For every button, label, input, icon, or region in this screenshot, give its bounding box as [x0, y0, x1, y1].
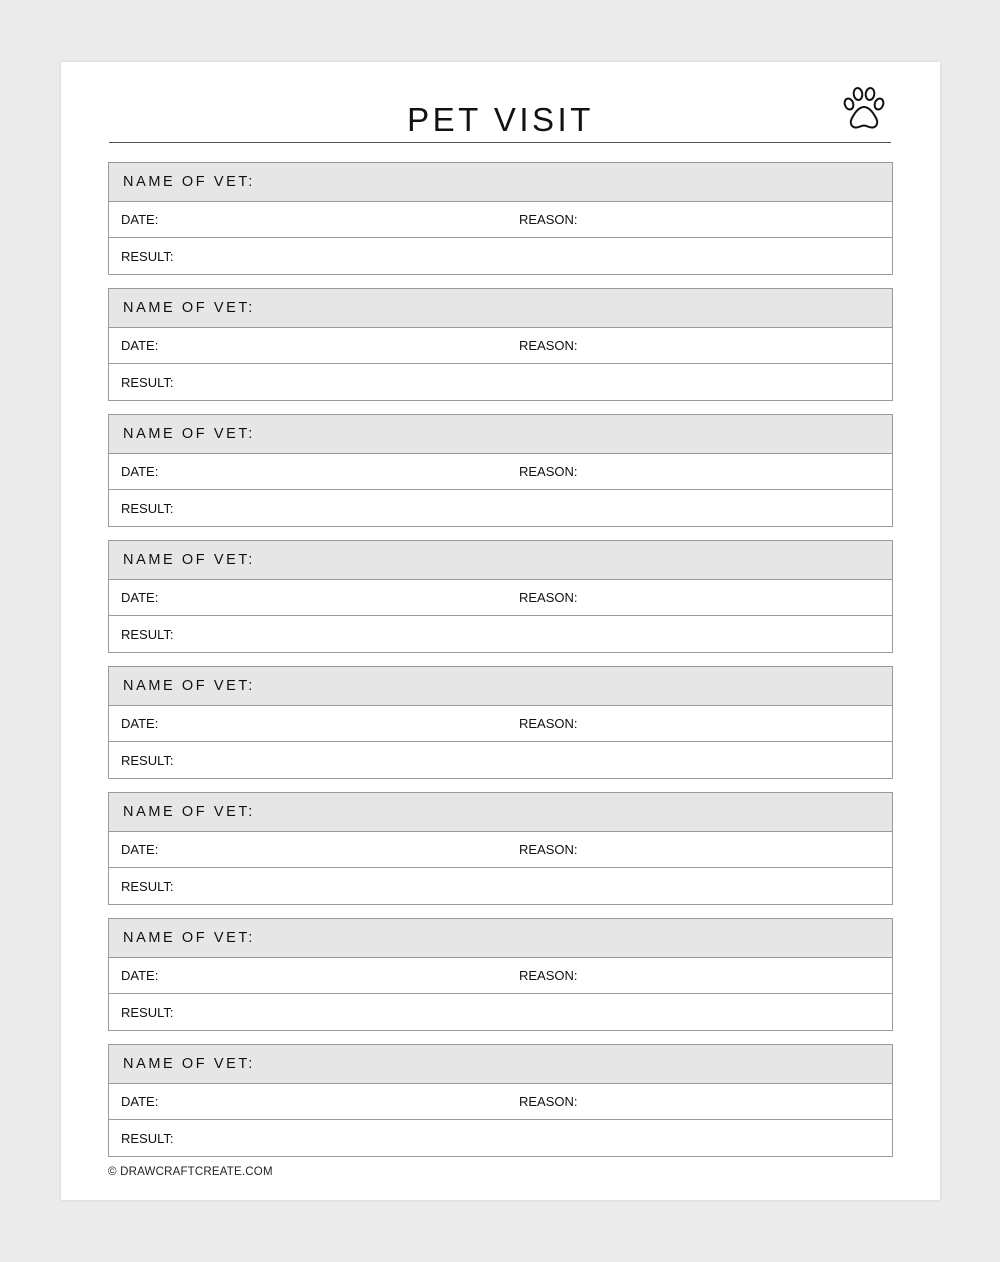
- reason-label: REASON:: [519, 842, 578, 857]
- date-label: DATE:: [121, 968, 159, 983]
- vet-name-label: NAME OF VET:: [123, 930, 255, 946]
- date-label: DATE:: [121, 212, 159, 227]
- result-field[interactable]: [109, 868, 892, 904]
- vet-name-field[interactable]: [109, 541, 892, 580]
- result-field[interactable]: [109, 238, 892, 274]
- result-label: RESULT:: [121, 1004, 174, 1020]
- paw-print-icon: [839, 83, 889, 133]
- visit-record: [108, 918, 893, 1031]
- date-reason-row: [109, 958, 892, 994]
- reason-label: REASON:: [519, 968, 578, 983]
- visit-record: [108, 540, 893, 653]
- result-field[interactable]: [109, 994, 892, 1030]
- date-reason-row: [109, 454, 892, 490]
- copyright-footer: © DRAWCRAFTCREATE.COM: [108, 1166, 273, 1178]
- result-label: RESULT:: [121, 248, 174, 264]
- visit-record: [108, 414, 893, 527]
- vet-name-field[interactable]: [109, 415, 892, 454]
- reason-label: REASON:: [519, 464, 578, 479]
- date-reason-row: [109, 1084, 892, 1120]
- vet-name-label: NAME OF VET:: [123, 804, 255, 820]
- date-label: DATE:: [121, 590, 159, 605]
- date-reason-row: [109, 202, 892, 238]
- result-label: RESULT:: [121, 878, 174, 894]
- vet-name-label: NAME OF VET:: [123, 552, 255, 568]
- date-label: DATE:: [121, 842, 159, 857]
- date-label: DATE:: [121, 1094, 159, 1109]
- date-reason-row: [109, 832, 892, 868]
- result-label: RESULT:: [121, 626, 174, 642]
- date-label: DATE:: [121, 464, 159, 479]
- vet-name-field[interactable]: [109, 163, 892, 202]
- vet-name-label: NAME OF VET:: [123, 174, 255, 190]
- vet-name-label: NAME OF VET:: [123, 1056, 255, 1072]
- result-label: RESULT:: [121, 752, 174, 768]
- result-field[interactable]: [109, 1120, 892, 1156]
- printable-sheet: [61, 62, 940, 1200]
- date-reason-row: [109, 706, 892, 742]
- visit-record: [108, 288, 893, 401]
- page-title: PET VISIT: [407, 101, 594, 138]
- visit-record: [108, 792, 893, 905]
- result-label: RESULT:: [121, 1130, 174, 1146]
- result-field[interactable]: [109, 364, 892, 400]
- vet-name-field[interactable]: [109, 1045, 892, 1084]
- result-field[interactable]: [109, 490, 892, 526]
- visit-record: [108, 666, 893, 779]
- result-field[interactable]: [109, 616, 892, 652]
- date-label: DATE:: [121, 338, 159, 353]
- reason-label: REASON:: [519, 338, 578, 353]
- result-label: RESULT:: [121, 500, 174, 516]
- reason-label: REASON:: [519, 590, 578, 605]
- date-label: DATE:: [121, 716, 159, 731]
- reason-label: REASON:: [519, 212, 578, 227]
- vet-name-label: NAME OF VET:: [123, 426, 255, 442]
- date-reason-row: [109, 580, 892, 616]
- vet-name-label: NAME OF VET:: [123, 300, 255, 316]
- date-reason-row: [109, 328, 892, 364]
- vet-name-field[interactable]: [109, 667, 892, 706]
- result-field[interactable]: [109, 742, 892, 778]
- vet-name-label: NAME OF VET:: [123, 678, 255, 694]
- result-label: RESULT:: [121, 374, 174, 390]
- vet-name-field[interactable]: [109, 289, 892, 328]
- visit-record: [108, 1044, 893, 1157]
- title-divider: [109, 142, 891, 143]
- vet-name-field[interactable]: [109, 793, 892, 832]
- reason-label: REASON:: [519, 1094, 578, 1109]
- reason-label: REASON:: [519, 716, 578, 731]
- visit-list: [108, 162, 893, 1170]
- visit-record: [108, 162, 893, 275]
- vet-name-field[interactable]: [109, 919, 892, 958]
